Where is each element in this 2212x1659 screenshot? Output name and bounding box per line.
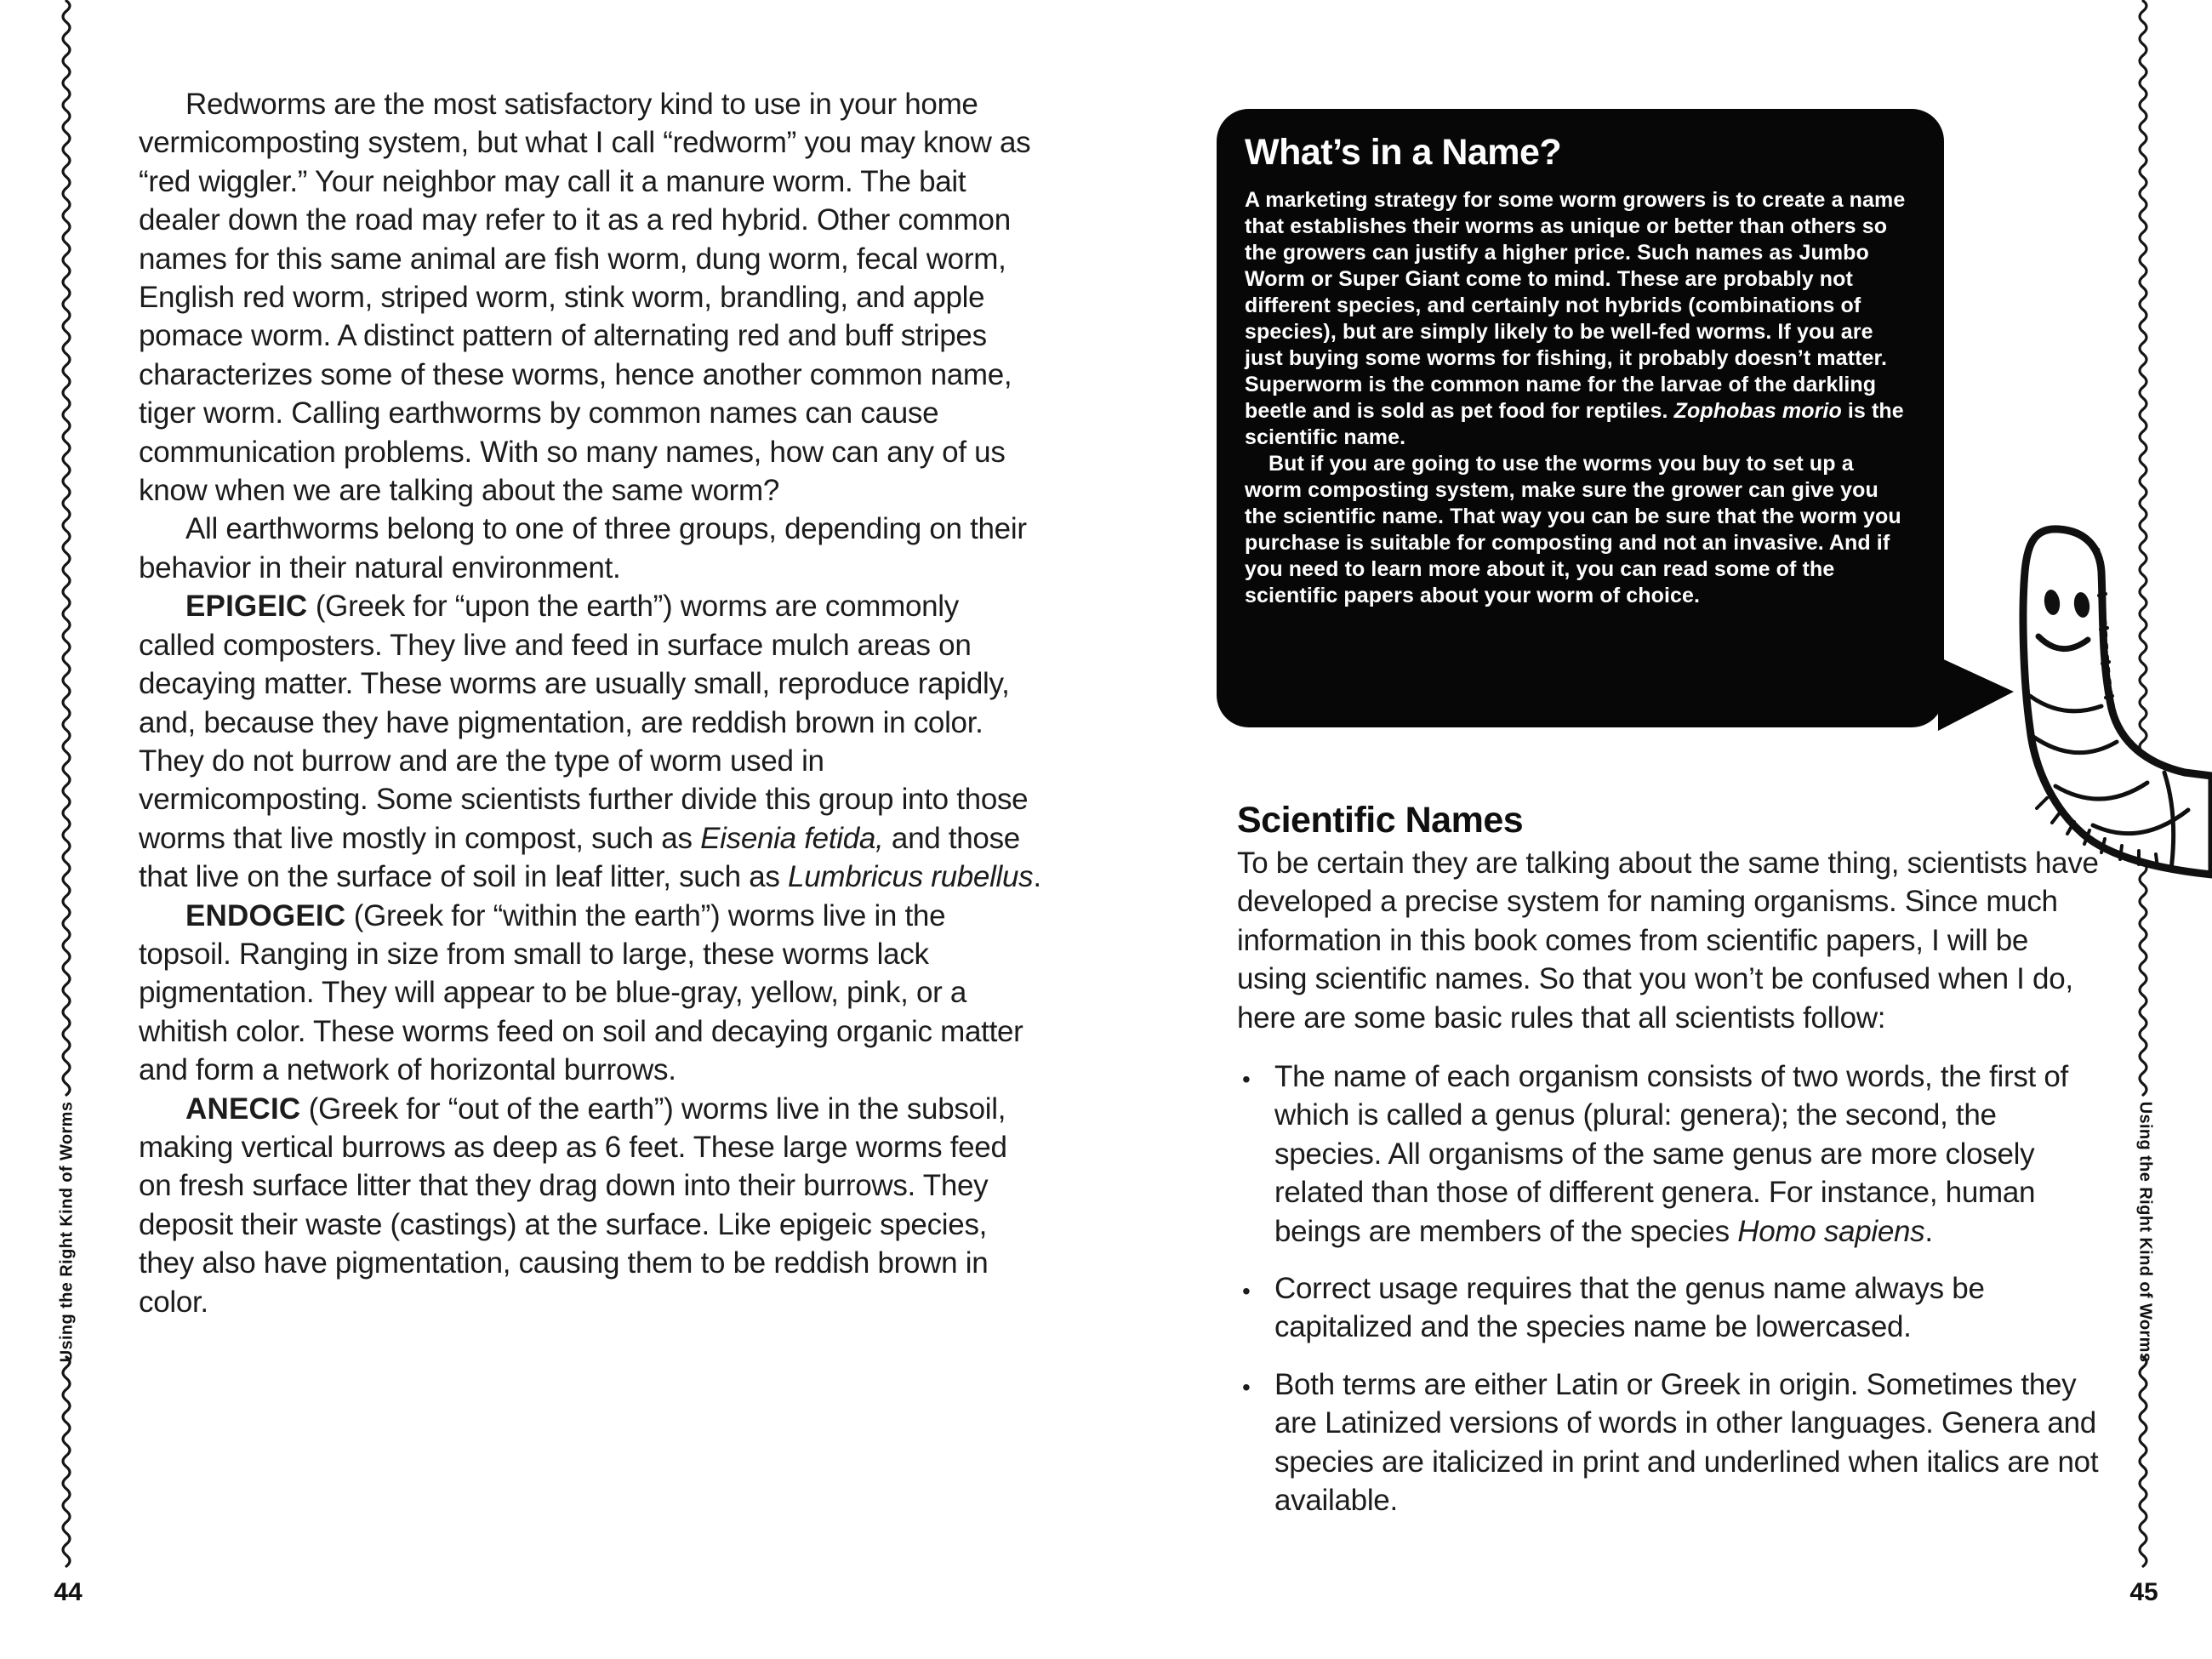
smiling-worm-illustration	[1974, 517, 2212, 883]
paragraph: EPIGEIC (Greek for “upon the earth”) worms are commonly called composters. They live and feed in surface mulch areas on decaying matter. These worms are usually small, reproduce rapidly, and, because they have pigmentation, are reddish brown in color. They do not burrow and are the type of worm used in vermicomposting. Some scientists further divide this group into those worms that live mostly in compost, such as Eisenia fetida, and those that live on the surface of soil in leaf litter, such as Lumbricus rubellus.	[139, 590, 1041, 894]
book-spread: Redworms are the most satisfactory kind to use in your home vermicomposting system, but what I call “redworm” you may know as “red wiggler.” Your neighbor may call it a manure worm. The bait dealer down the road may refer to it as a red hybrid. Other common names for this same animal are fish worm, dung worm, fecal worm, English red worm, striped worm, stink worm, brandling, and apple pomace worm. A distinct pattern of alternating red and buff stripes characterizes some of these worms, hence another common name, tiger worm. Calling earthworms by common names can cause communication problems. With so many names, how can any of us know when we are talking about the same worm? All earthworms belong to one of three groups, depending on their behavior in their natural environment. EPIGEIC (Greek for “upon the earth”) worms are commonly called composters. They live and feed in surface mulch areas on decaying matter. These worms are usually small, reproduce rapidly, and, because they have pigmentation, are reddish brown in color. They do not burrow and are the type of worm used in vermicomposting. Some scientists further divide this group into those worms that live mostly in compost, such as Eisenia fetida, and those that live on the surface of soil in leaf litter, such as Lumbricus rubellus. ENDOGEIC (Greek for “within the earth”) worms live in the topsoil. Ranging in size from small to large, these worms lack pigmentation. They will appear to be blue-gray, yellow, pink, or a whitish color. These worms feed on soil and decaying organic matter and form a network of horizontal burrows. ANECIC (Greek for “out of the earth”) worms live in the subsoil, making vertical burrows as deep as 6 feet. These large worms feed on fresh surface litter that they drag down into their burrows. They deposit their waste (castings) at the surface. Like epigeic species, they also have pigmentation, causing them to be reddish brown in color. Using the Right Kind of Worms 44 What’s in a Name? A marketing strategy for some worm growers is to create a name that establishes their worms as unique or better than others so the growers can justify a higher price. Such names as Jumbo Worm or Super Giant come to mind. These are probably not different species, and certainly not hybrids (combinations of species), but are simply likely to be well-fed worms. If you are just buying some worms for fishing, it probably doesn’t matter. Superworm is the common name for the larvae of the darkling beetle and is sold as pet food for reptiles. Zophobas morio is the scientific name. But if you are going to use the worms you buy to set up a worm composting system, make sure the grower can give you the scientific name. That way you can be sure that the worm you purchase is suitable for composting and not an invasive. And if you need to learn more about it, you can read some of the scientific papers about your worm of choice. Scientific Names To be certain they are talking about the same thing, scientists have developed a precise system for naming organisms. Since much information in this book comes from scientific papers, I will be using scientific names. So that you won’t be confused when I do, here are some basic rules that all scientists follow: • The name of each organism consists of two words, the first of which is called a genus (plural: genera); the second, the species. All organisms of the same genus are more closely related than those of different genera. For instance, human beings are members of the species Homo sapiens. • Correct usage requires that the genus name always be capitalized and the species name be lowercased. • Both terms are either Latin or Greek in origin. Sometimes they are Latinized versions of words in other languages. Genera and species are italicized in print and underlined when italics are not available. Using the Right Kind of Worms 45	[0, 0, 2212, 1659]
paragraph: ENDOGEIC (Greek for “within the earth”) worms live in the topsoil. Ranging in size from small to large, these worms lack pigmentation. They will appear to be blue-gray, yellow, pink, or a whitish color. These worms feed on soil and decaying organic matter and form a network of horizontal burrows.	[139, 898, 1023, 1087]
left-page-number: 44	[54, 1578, 83, 1606]
list-item	[1237, 1269, 2105, 1347]
paragraph: Redworms are the most satisfactory kind to use in your home vermicomposting system, but what I call “redworm” you may know as “red wiggler.” Your neighbor may call it a manure worm. The bait dealer down the road may refer to it as a red hybrid. Other common names for this same animal are fish worm, dung worm, fecal worm, English red worm, striped worm, stink worm, brandling, and apple pomace worm. A distinct pattern of alternating red and buff stripes characterizes some of these worms, hence another common name, tiger worm. Calling earthworms by common names can cause communication problems. With so many names, how can any of us know when we are talking about the same worm?	[139, 88, 1031, 508]
section-intro: To be certain they are talking about the same thing, scientists have developed a precise system for naming organisms. Since much information in this book comes from scientific papers, I will be using scientific names. So that you won’t be confused when I do, here are some basic rules that all scientists follow:	[1237, 847, 2099, 1035]
rules-bullet-list	[1237, 1058, 2105, 1519]
bullet-icon: •	[1242, 1066, 1251, 1093]
paragraph: ANECIC (Greek for “out of the earth”) worms live in the subsoil, making vertical burrows as deep as 6 feet. These large worms feed on fresh surface litter that they drag down into their burrows. They deposit their waste (castings) at the surface. Like epigeic species, they also have pigmentation, causing them to be reddish brown in color.	[139, 1092, 1007, 1319]
callout-paragraph: But if you are going to use the worms you buy to set up a worm composting system, make sure the grower can give you the scientific name. That way you can be sure that the worm you purchase is suitable for composting and not an invasive. And if you need to learn more about it, you can read some of the scientific papers about your worm of choice.	[1245, 452, 1901, 607]
bullet-icon: •	[1242, 1278, 1251, 1305]
wavy-divider-left-bottom	[60, 1356, 72, 1569]
right-page-number: 45	[2129, 1578, 2158, 1606]
right-page-text-column	[1237, 844, 2105, 1520]
wavy-divider-right-bottom	[2137, 1356, 2149, 1569]
list-item	[1237, 1365, 2105, 1520]
callout-title: What’s in a Name?	[1245, 132, 1562, 173]
scientific-names-heading: Scientific Names	[1237, 800, 1524, 841]
bullet-text: Correct usage requires that the genus name always be capitalized and the species name be lowercased.	[1274, 1272, 1985, 1344]
callout-paragraph: A marketing strategy for some worm growers is to create a name that establishes their worms as unique or better than others so the growers can justify a higher price. Such names as Jumbo Worm or Super Giant come to mind. These are probably not different species, and certainly not hybrids (combinations of species), but are simply likely to be well-fed worms. If you are just buying some worms for fishing, it probably doesn’t matter. Superworm is the common name for the larvae of the darkling beetle and is sold as pet food for reptiles. Zophobas morio is the scientific name.	[1245, 188, 1906, 449]
bullet-text: Both terms are either Latin or Greek in origin. Sometimes they are Latinized versions of words in other languages. Genera and species are italicized in print and underlined when italics are not available.	[1274, 1367, 2099, 1518]
list-item	[1237, 1058, 2105, 1251]
paragraph: All earthworms belong to one of three groups, depending on their behavior in their natural environment.	[139, 512, 1027, 584]
whats-in-a-name-callout	[1217, 109, 1944, 727]
bullet-icon: •	[1242, 1373, 1251, 1400]
wavy-divider-left-top	[60, 0, 72, 1099]
left-page-text-column	[139, 85, 1042, 1321]
bullet-text: The name of each organism consists of two words, the first of which is called a genus (plural: genera); the second, the species. All organisms of the same genus are more closely related than those of different genera. For instance, human beings are members of the species Homo sapiens.	[1274, 1060, 2068, 1248]
